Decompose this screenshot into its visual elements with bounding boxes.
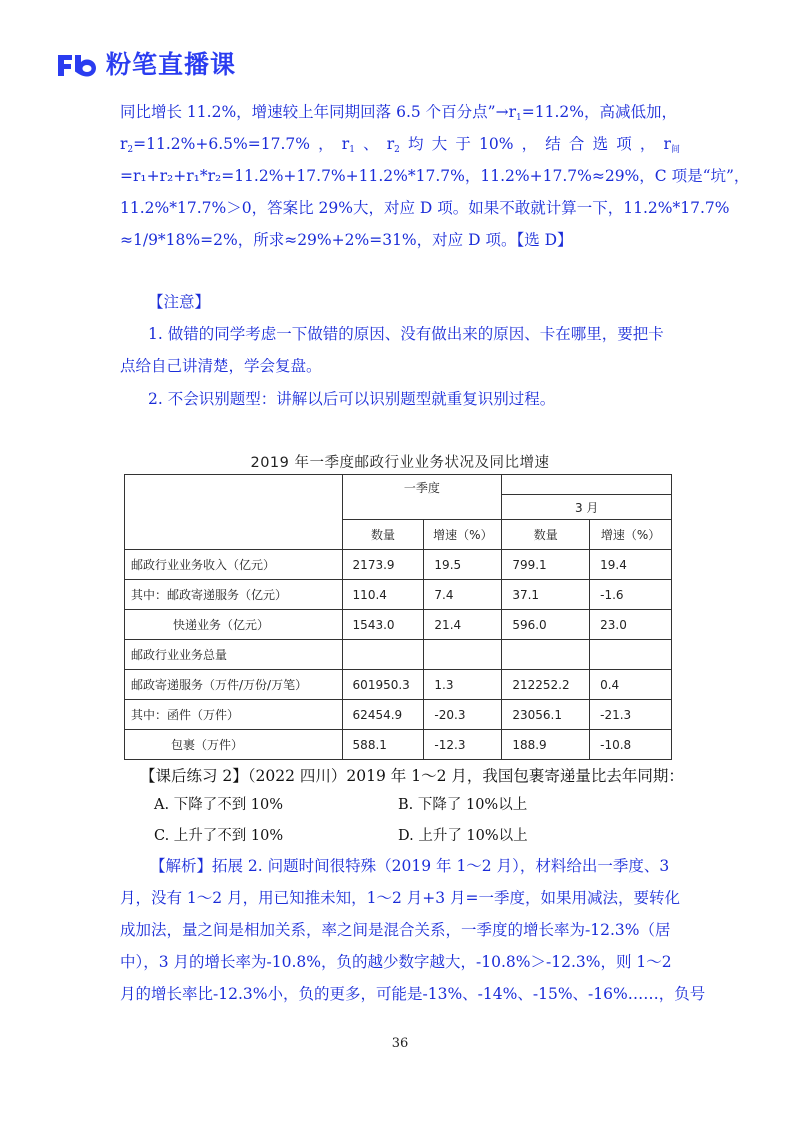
solution-paragraph — [120, 96, 750, 256]
analysis-paragraph — [120, 850, 706, 1010]
table-corner-cell — [125, 475, 343, 550]
table-row: 其中：邮政寄递服务（亿元） 110.4 7.4 37.1 -1.6 — [125, 580, 672, 610]
note-item-1: 1. 做错的同学考虑一下做错的原因、没有做出来的原因、卡在哪里，要把卡 — [148, 325, 664, 343]
table-title: 2019 年一季度邮政行业业务状况及同比增速 — [250, 455, 550, 471]
header-q1: 一季度 — [342, 475, 502, 520]
header-q1-qty: 数量 — [342, 520, 424, 550]
analysis-line-3: 成加法，量之间是相加关系，率之间是混合关系，一季度的增长率为-12.3%（居 — [120, 921, 671, 939]
brand-name: 粉笔直播课 — [106, 50, 237, 79]
data-table — [124, 474, 672, 760]
table-row: 包裹（万件） 588.1 -12.3 188.9 -10.8 — [125, 730, 672, 760]
header-m-rate: 增速（%） — [590, 520, 672, 550]
header-q1-rate: 增速（%） — [424, 520, 502, 550]
page-number: 36 — [391, 1036, 409, 1051]
analysis-line-4: 中），3 月的增长率为-10.8%，负的越少数字越大，-10.8%＞-12.3%，则 1～2 — [120, 953, 672, 971]
fb-logo-icon — [56, 52, 98, 78]
option-a: A. 下降了不到 10% — [154, 797, 284, 813]
option-b: B. 下降了 10%以上 — [398, 797, 528, 813]
header-blank — [502, 475, 672, 495]
brand-header — [56, 52, 236, 78]
table-row: 其中：函件（万件） 62454.9 -20.3 23056.1 -21.3 — [125, 700, 672, 730]
header-march: 3 月 — [502, 495, 672, 520]
note-item-1-cont: 点给自己讲清楚，学会复盘。 — [120, 357, 322, 375]
table-row: 邮政行业业务收入（亿元） 2173.9 19.5 799.1 19.4 — [125, 550, 672, 580]
table-row: 邮政行业业务总量 — [125, 640, 672, 670]
option-c: C. 上升了不到 10% — [154, 828, 284, 844]
analysis-line-1: 【解析】拓展 2. 问题时间很特殊（2019 年 1～2 月），材料给出一季度、3 — [150, 857, 670, 875]
solution-line-4: 11.2%*17.7%＞0，答案比 29%大，对应 D 项。如果不敢就计算一下，11.2%*17.7% — [120, 199, 730, 217]
solution-line-5: ≈1/9*18%=2%，所求≈29%+2%=31%，对应 D 项。【选 D】 — [120, 231, 573, 249]
question-stem: 【课后练习 2】（2022 四川）2019 年 1～2 月，我国包裹寄递量比去年同期： — [140, 767, 684, 785]
table-row: 邮政寄递服务（万件/万份/万笔） 601950.3 1.3 212252.2 0.4 — [125, 670, 672, 700]
postal-data-table — [120, 452, 680, 760]
note-title: 【注意】 — [148, 293, 211, 311]
note-item-2: 2. 不会识别题型：讲解以后可以识别题型就重复识别过程。 — [148, 390, 556, 408]
option-d: D. 上升了 10%以上 — [398, 828, 528, 844]
analysis-line-2: 月，没有 1～2 月，用已知推未知，1～2 月+3 月=一季度，如果用减法，要转化 — [120, 889, 680, 907]
solution-line-3: =r₁+r₂+r₁*r₂=11.2%+17.7%+11.2%*17.7%，11.2%+17.7%≈29%，C 项是“坑”， — [120, 167, 750, 185]
analysis-line-5: 月的增长率比-12.3%小，负的更多，可能是-13%、-14%、-15%、-16%……，负号 — [120, 985, 706, 1003]
solution-line-2: $r_2=11.2\%+6.5\%=17.7\%$ ， $r_1$ 、 $r_2$ 均 大 于 10% ， 结 合 选 项 ， $r_间$ — [120, 135, 680, 155]
solution-line-1: 同比增长 11.2%，增速较上年同期回落 6.5 个百分点$”\to r_1=11.2\%$，高减低加， — [120, 103, 677, 123]
header-m-qty: 数量 — [502, 520, 590, 550]
table-row: 快递业务（亿元） 1543.0 21.4 596.0 23.0 — [125, 610, 672, 640]
